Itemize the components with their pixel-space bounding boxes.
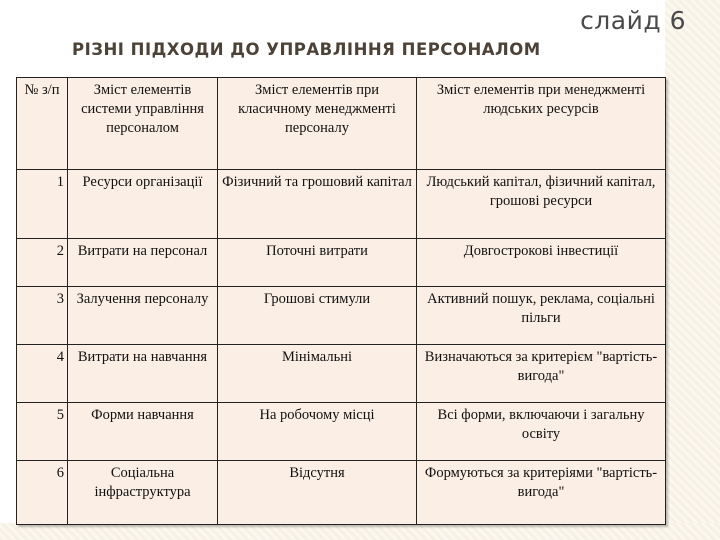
row-number: 5 [17,403,68,461]
table-row [17,170,666,239]
slide-title: РІЗНІ ПІДХОДИ ДО УПРАВЛІННЯ ПЕРСОНАЛОМ [72,40,541,59]
cell-hrm: Всі форми, включаючи і загальну освіту [417,403,666,461]
header-cell-number: № з/п [17,78,68,170]
table-row [17,461,666,525]
cell-hrm: Довгострокові інвестиції [417,239,666,287]
cell-classic: Фізичний та грошовий капітал [218,170,417,239]
table-row [17,345,666,403]
row-number: 3 [17,287,68,345]
header-cell-classic: Зміст елементів при класичному менеджменті персоналу [218,78,417,170]
cell-classic: Відсутня [218,461,417,525]
background-pattern [665,0,720,540]
row-number: 4 [17,345,68,403]
row-number: 6 [17,461,68,525]
cell-hrm: Формуються за критеріями "вартість-вигода" [417,461,666,525]
cell-element: Витрати на персонал [68,239,218,287]
cell-classic: Грошові стимули [218,287,417,345]
header-cell-system: Зміст елементів системи управління персоналом [68,78,218,170]
cell-classic: На робочому місці [218,403,417,461]
cell-hrm: Визначаються за критерієм "вартість-вигода" [417,345,666,403]
header-cell-hrm: Зміст елементів при менеджменті людських ресурсів [417,78,666,170]
background-pattern-bottom [0,523,720,540]
row-number: 1 [17,170,68,239]
cell-hrm: Людський капітал, фізичний капітал, грошові ресурси [417,170,666,239]
table-header-row [17,78,666,170]
cell-element: Ресурси організації [68,170,218,239]
cell-element: Соціальна інфраструктура [68,461,218,525]
cell-classic: Поточні витрати [218,239,417,287]
cell-element: Залучення персоналу [68,287,218,345]
cell-hrm: Активний пошук, реклама, соціальні пільги [417,287,666,345]
cell-classic: Мінімальні [218,345,417,403]
slide-number: слайд 6 [580,6,686,35]
table-row [17,239,666,287]
cell-element: Витрати на навчання [68,345,218,403]
comparison-table [16,77,666,525]
table-row [17,403,666,461]
row-number: 2 [17,239,68,287]
table-row [17,287,666,345]
cell-element: Форми навчання [68,403,218,461]
